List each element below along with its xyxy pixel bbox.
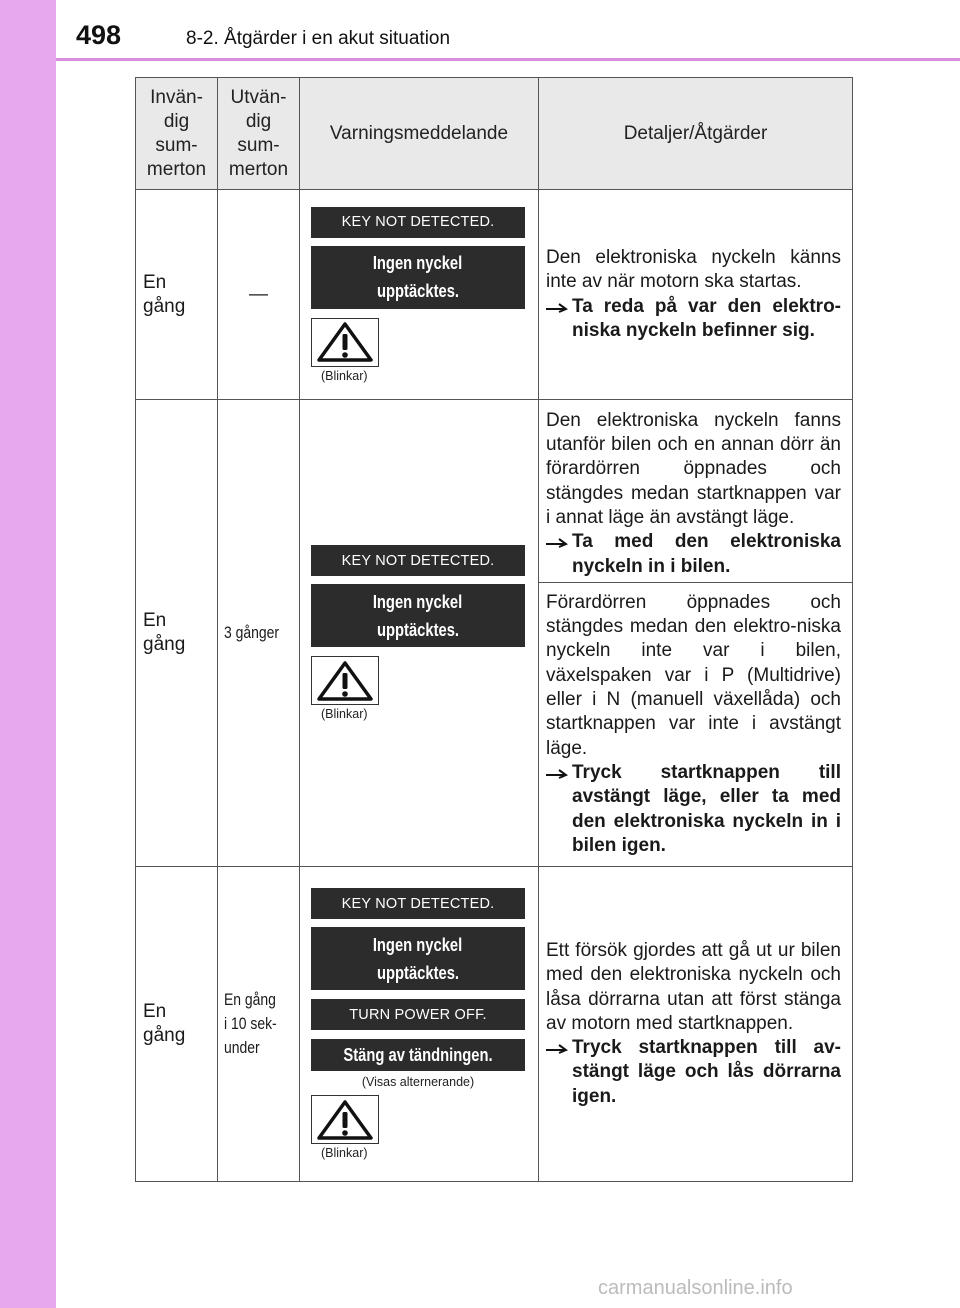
- description-text: Den elektroniska nyckeln känns inte av när motorn ska startas.: [546, 246, 841, 293]
- display-message-en: KEY NOT DETECTED.: [311, 545, 525, 576]
- cell-text: En: [143, 1001, 167, 1022]
- display-line: upptäcktes.: [376, 619, 460, 640]
- action-item: [546, 530, 841, 579]
- watermark-text: carmanualsonline.info: [598, 1277, 793, 1299]
- table-row: [136, 400, 853, 867]
- column-header-warning-message: Varningsmeddelande: [300, 78, 539, 190]
- inside-buzzer-cell: [136, 190, 218, 400]
- cell-text: 3 gånger: [224, 623, 280, 642]
- warning-message-cell: [300, 190, 539, 400]
- display-message-sv-2: [311, 1039, 525, 1071]
- header-rule: [56, 58, 960, 61]
- cell-text: gång: [143, 295, 186, 317]
- alternating-label: (Visas alternerande): [361, 1075, 475, 1089]
- display-line: Ingen nyckel: [373, 934, 463, 955]
- inside-buzzer-cell: [136, 867, 218, 1182]
- action-item: [546, 295, 841, 344]
- outside-buzzer-cell: [218, 190, 300, 400]
- action-text: Tryck startknappen till av-stängt läge och lås dörrarna igen.: [572, 1037, 841, 1107]
- header-line: Invän-: [150, 86, 203, 108]
- warning-message-table: [135, 77, 853, 1182]
- header-line: dig: [163, 110, 190, 132]
- description-text: Förardörren öppnades och stängdes medan den elektro-niska nyckeln inte var i bilen, växelspaken var i P (Multidrive) eller i N (manuell växellåda) och startknappen var inte i avstängt läge.: [546, 591, 841, 759]
- details-case-b: [539, 583, 852, 865]
- cell-text: En: [143, 610, 167, 631]
- section-title: 8-2. Åtgärder i en akut situation: [186, 28, 451, 49]
- warning-triangle-icon: [316, 1099, 374, 1141]
- header-line: Utvän-: [230, 86, 287, 108]
- display-message-en: KEY NOT DETECTED.: [311, 888, 525, 919]
- details-case-a: [539, 401, 852, 583]
- cell-text: gång: [143, 634, 186, 655]
- display-message-sv: [311, 246, 525, 309]
- display-line: Stäng av tändningen.: [343, 1044, 493, 1065]
- details-cell: [539, 867, 853, 1182]
- action-item: [546, 761, 841, 858]
- description-text: Ett försök gjordes att gå ut ur bilen med den elektroniska nyckeln och låsa dörrarna utan att först stänga av motorn med startknappen.: [546, 939, 841, 1034]
- table-row: [136, 867, 853, 1182]
- cell-text: En gång: [224, 990, 276, 1009]
- left-margin-band: [0, 0, 56, 1308]
- cell-text: i 10 sek-: [224, 1014, 277, 1033]
- warning-triangle-icon: [316, 660, 374, 702]
- header-line: sum-: [155, 134, 198, 156]
- action-text: Ta reda på var den elektro-niska nyckeln befinner sig.: [572, 295, 841, 341]
- column-header-outside-buzzer: [218, 78, 300, 190]
- table-header-row: [136, 78, 853, 190]
- cell-text: En: [143, 271, 167, 293]
- outside-buzzer-cell: [218, 867, 300, 1182]
- display-message-en: KEY NOT DETECTED.: [311, 207, 525, 238]
- display-message-en-2: TURN POWER OFF.: [311, 999, 525, 1030]
- display-line: upptäcktes.: [376, 962, 460, 983]
- warning-triangle-icon: [316, 321, 374, 363]
- header-line: sum-: [237, 134, 280, 156]
- table-row: [136, 190, 853, 400]
- action-arrow-icon: [546, 1036, 572, 1109]
- blink-label: (Blinkar): [321, 1146, 368, 1160]
- warning-indicator: [311, 656, 379, 705]
- display-line: upptäcktes.: [376, 281, 460, 301]
- warning-indicator: [311, 1095, 379, 1144]
- inside-buzzer-cell: [136, 400, 218, 867]
- warning-message-cell: [300, 400, 539, 867]
- header-line: merton: [146, 158, 207, 180]
- details-cell: [539, 190, 853, 400]
- action-arrow-icon: [546, 295, 572, 344]
- display-line: Ingen nyckel: [373, 591, 463, 612]
- blink-label: (Blinkar): [321, 368, 368, 383]
- column-header-inside-buzzer: [136, 78, 218, 190]
- description-text: Den elektroniska nyckeln fanns utanför bilen och en annan dörr än förardörren öppnades och stängdes medan startknappen var i annat läge än avstängt läge.: [546, 409, 841, 529]
- outside-buzzer-cell: [218, 400, 300, 867]
- header-line: dig: [245, 110, 272, 132]
- page-number: 498: [76, 20, 122, 50]
- details-cell: [539, 400, 853, 867]
- display-message-sv: [311, 584, 525, 647]
- cell-text: —: [249, 283, 268, 305]
- column-header-details: Detaljer/Åtgärder: [539, 78, 853, 190]
- action-item: [546, 1036, 841, 1109]
- display-message-sv: [311, 927, 525, 990]
- action-text: Tryck startknappen till avstängt läge, eller ta med den elektroniska nyckeln in i bilen igen.: [572, 761, 841, 856]
- warning-indicator: [311, 318, 379, 367]
- display-line: Ingen nyckel: [373, 253, 463, 273]
- cell-text: gång: [143, 1025, 186, 1046]
- action-text: Ta med den elektroniska nyckeln in i bilen.: [572, 531, 841, 577]
- blink-label: (Blinkar): [321, 707, 368, 721]
- warning-message-cell: [300, 867, 539, 1182]
- cell-text: under: [224, 1038, 260, 1057]
- header-line: merton: [228, 158, 289, 180]
- action-arrow-icon: [546, 761, 572, 858]
- action-arrow-icon: [546, 530, 572, 579]
